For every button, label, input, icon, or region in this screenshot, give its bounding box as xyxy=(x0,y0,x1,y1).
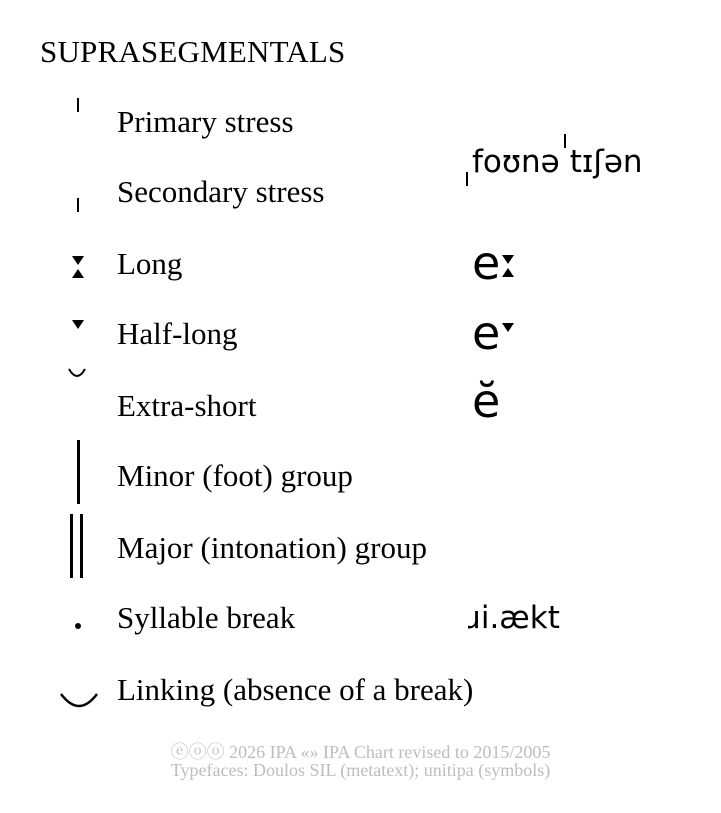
half-long-example-base: e xyxy=(472,306,501,360)
half-long-example xyxy=(472,306,516,360)
row-label-primary-stress: Primary stress xyxy=(117,104,294,139)
footer-copyright: ⓔⓞⓞ 2026 IPA «» IPA Chart revised to 2015/2005 xyxy=(170,742,551,762)
stress-example xyxy=(462,134,643,186)
half-long-mark-icon xyxy=(70,318,86,332)
row-label-linking: Linking (absence of a break) xyxy=(117,672,474,707)
stress-example-post: tɪʃən xyxy=(569,144,643,180)
row-label-major-group: Major (intonation) group xyxy=(117,530,427,565)
long-mark-icon xyxy=(500,253,516,279)
row-label-secondary-stress: Secondary stress xyxy=(117,174,325,209)
row-label-half-long: Half-long xyxy=(117,316,238,351)
dot-icon xyxy=(72,620,84,632)
half-long-mark-icon xyxy=(500,321,516,335)
stress-example-pre: foʊnə xyxy=(472,144,560,180)
footer-typefaces: Typefaces: Doulos SIL (metatext); unitipa (symbols) xyxy=(170,760,551,780)
syllable-break-example: ɹi.ækt xyxy=(468,600,560,636)
secondary-stress-icon xyxy=(72,196,84,218)
row-label-long: Long xyxy=(117,246,183,281)
long-example-base: e xyxy=(472,236,501,290)
secondary-stress-icon xyxy=(462,154,472,186)
row-label-minor-group: Minor (foot) group xyxy=(117,458,353,493)
single-bar-icon xyxy=(72,440,84,504)
linking-undertie-icon xyxy=(58,690,100,714)
long-example xyxy=(472,236,516,290)
double-bar-icon xyxy=(66,514,90,578)
section-title: SUPRASEGMENTALS xyxy=(40,34,346,69)
extra-short-example: ĕ xyxy=(472,374,501,428)
long-mark-icon xyxy=(70,254,86,280)
breve-icon xyxy=(66,366,88,382)
primary-stress-icon xyxy=(560,134,570,166)
row-label-syllable-break: Syllable break xyxy=(117,600,296,635)
row-label-extra-short: Extra-short xyxy=(117,388,257,423)
primary-stress-icon xyxy=(72,96,84,118)
